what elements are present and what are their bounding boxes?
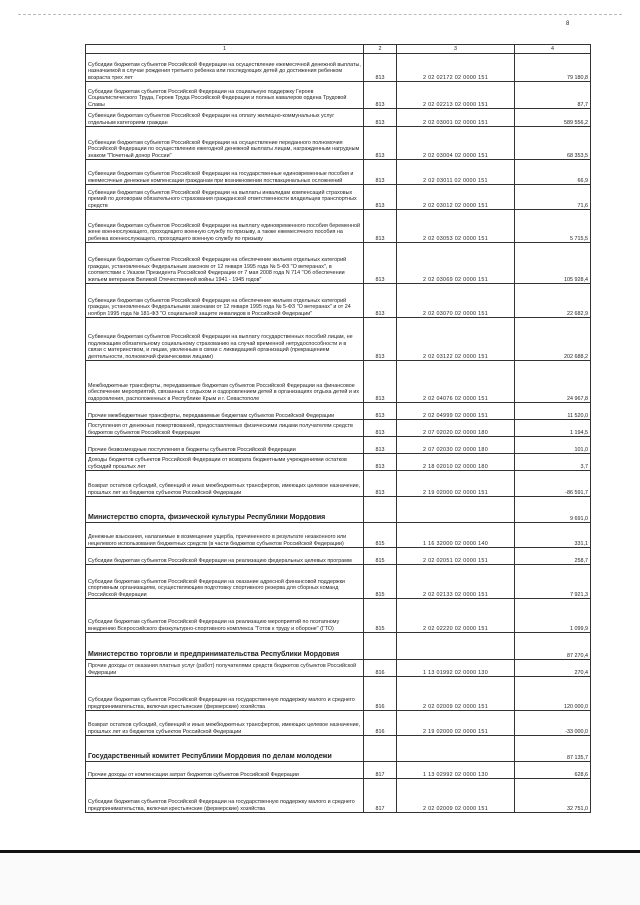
cell-admin (364, 633, 397, 660)
cell-code: 2 02 02220 02 0000 151 (397, 599, 515, 633)
cell-admin: 813 (364, 471, 397, 497)
cell-sum: 66,9 (515, 160, 591, 185)
cell-code: 1 16 32000 02 0000 140 (397, 523, 515, 548)
header-col-admin: 2 (364, 45, 397, 54)
ministry-row (86, 497, 591, 523)
cell-name: Субвенции бюджетам субъектов Российской Федерации на обеспечение жильем отдельных категорий граждан, установленных Федеральным законом от 12 января 1995 года № 5-ФЗ "О ветеранах", в соответствии с Указом Президента Российской Федерации от 7 мая 2008 года N 714 "Об обеспечении жильем ветеранов Великой Отечественной войны 1941 - 1945 годов" (86, 243, 364, 284)
header-col-code: 3 (397, 45, 515, 54)
cell-sum: 101,0 (515, 437, 591, 454)
cell-sum: 79 180,8 (515, 54, 591, 82)
cell-name: Субвенции бюджетам субъектов Российской Федерации на выплаты инвалидам компенсаций страховых премий по договорам обязательного страхования гражданской ответственности владельцев транспортных средств (86, 185, 364, 210)
cell-name: Возврат остатков субсидий, субвенций и иных межбюджетных трансфертов, имеющих целевое назначение, прошлых лет из бюджетов субъектов Российской Федерации (86, 711, 364, 736)
table-row (86, 403, 591, 420)
cell-admin: 813 (364, 243, 397, 284)
cell-admin: 816 (364, 711, 397, 736)
cell-code: 2 02 02009 02 0000 151 (397, 677, 515, 711)
cell-admin: 813 (364, 318, 397, 361)
cell-name: Субвенции бюджетам субъектов Российской Федерации на оплату жилищно-коммунальных услуг отдельным категориям граждан (86, 109, 364, 127)
cell-name: Министерство спорта, физической культуры Республики Мордовия (86, 497, 364, 523)
cell-name: Субвенции бюджетам субъектов Российской Федерации на осуществление переданного полномочия Российской Федерации по осуществлению ежегодной денежной выплаты лицам, награжденным нагрудным знаком "Почетный донор России" (86, 127, 364, 160)
table-row (86, 127, 591, 160)
table-row (86, 284, 591, 318)
table-row (86, 779, 591, 813)
table-row (86, 210, 591, 243)
table-row (86, 599, 591, 633)
cell-admin: 813 (364, 284, 397, 318)
cell-admin: 816 (364, 660, 397, 677)
cell-admin: 815 (364, 565, 397, 599)
cell-sum: 22 682,9 (515, 284, 591, 318)
cell-admin: 815 (364, 599, 397, 633)
cell-sum: 331,1 (515, 523, 591, 548)
cell-code: 2 19 02000 02 0000 151 (397, 711, 515, 736)
table-row (86, 454, 591, 471)
cell-admin: 813 (364, 127, 397, 160)
cell-code: 2 07 02020 02 0000 180 (397, 420, 515, 437)
cell-code: 2 02 03001 02 0000 151 (397, 109, 515, 127)
cell-code (397, 633, 515, 660)
cell-name: Поступления от денежных пожертвований, предоставляемых физическими лицами получателям средств бюджетов субъектов Российской Федерации (86, 420, 364, 437)
table-row (86, 548, 591, 565)
cell-name: Доходы бюджетов субъектов Российской Федерации от возврата бюджетными учреждениями остатков субсидий прошлых лет (86, 454, 364, 471)
cell-code (397, 497, 515, 523)
table-row (86, 420, 591, 437)
cell-sum: 11 520,0 (515, 403, 591, 420)
table-row (86, 54, 591, 82)
cell-admin: 815 (364, 548, 397, 565)
cell-name: Субсидии бюджетам субъектов Российской Федерации на оказание адресной финансовой поддержки спортивным организациям, осуществляющим подготовку спортивного резерва для сборных команд Российской Федерации (86, 565, 364, 599)
cell-sum: 258,7 (515, 548, 591, 565)
cell-code: 2 02 03053 02 0000 151 (397, 210, 515, 243)
cell-code: 2 02 04076 02 0000 151 (397, 361, 515, 403)
cell-name: Прочие межбюджетные трансферты, передаваемые бюджетам субъектов Российской Федерации (86, 403, 364, 420)
cell-name: Субвенции бюджетам субъектов Российской Федерации на государственные единовременные пособия и ежемесячные денежные компенсации гражданам при возникновении поствакцинальных осложнений (86, 160, 364, 185)
cell-name: Субсидии бюджетам субъектов Российской Федерации на государственную поддержку малого и среднего предпринимательства, включая крестьянские (фермерские) хозяйства (86, 779, 364, 813)
cell-name: Государственный комитет Республики Мордовия по делам молодежи (86, 736, 364, 762)
cell-name: Прочие доходы от оказания платных услуг (работ) получателями средств бюджетов субъектов Российской Федерации (86, 660, 364, 677)
cell-admin (364, 736, 397, 762)
cell-name: Субсидии бюджетам субъектов Российской Федерации на реализацию федеральных целевых программ (86, 548, 364, 565)
cell-admin: 813 (364, 54, 397, 82)
table-row (86, 523, 591, 548)
cell-code: 2 02 02213 02 0000 151 (397, 82, 515, 109)
budget-revenue-table (85, 44, 591, 813)
cell-code: 2 02 02133 02 0000 151 (397, 565, 515, 599)
cell-code: 2 02 03004 02 0000 151 (397, 127, 515, 160)
cell-code: 2 19 02000 02 0000 151 (397, 471, 515, 497)
cell-sum: 1 194,5 (515, 420, 591, 437)
cell-name: Межбюджетные трансферты, передаваемые бюджетам субъектов Российской Федерации на финансовое обеспечение мероприятий, связанных с отдыхом и оздоровлением детей в организациях отдыха детей и их оздоровления, расположенных в Республике Крым и г. Севастополе (86, 361, 364, 403)
table-header-row (86, 45, 591, 54)
table-row (86, 109, 591, 127)
cell-admin: 817 (364, 762, 397, 779)
table-row (86, 677, 591, 711)
cell-sum: 120 000,0 (515, 677, 591, 711)
cell-sum: 32 751,0 (515, 779, 591, 813)
cell-code: 2 02 03012 02 0000 151 (397, 185, 515, 210)
table-row (86, 160, 591, 185)
cell-admin: 813 (364, 160, 397, 185)
table-row (86, 243, 591, 284)
cell-name: Субвенции бюджетам субъектов Российской Федерации на обеспечение жильем отдельных категорий граждан, установленных Федеральными законами от 12 января 1995 года № 5-ФЗ "О ветеранах" и от 24 ноября 1995 года № 181-ФЗ "О социальной защите инвалидов в Российской Федерации" (86, 284, 364, 318)
cell-sum: -86 591,7 (515, 471, 591, 497)
cell-code: 2 02 04999 02 0000 151 (397, 403, 515, 420)
cell-code: 2 02 03070 02 0000 151 (397, 284, 515, 318)
cell-name: Субвенции бюджетам субъектов Российской Федерации на выплату государственных пособий лицам, не подлежащим обязательному социальному страхованию на случай временной нетрудоспособности и в связи с материнством, и лицам, уволенным в связи с ликвидацией организаций (прекращением деятельности, полномочий физическими лицами) (86, 318, 364, 361)
table-row (86, 185, 591, 210)
ministry-row (86, 736, 591, 762)
table-row (86, 660, 591, 677)
cell-admin: 813 (364, 82, 397, 109)
table-row (86, 437, 591, 454)
cell-admin: 813 (364, 185, 397, 210)
cell-code: 1 13 01992 02 0000 130 (397, 660, 515, 677)
cell-admin: 813 (364, 361, 397, 403)
cell-name: Субсидии бюджетам субъектов Российской Федерации на реализацию мероприятий по поэтапному внедрению Всероссийского физкультурно-спортивного комплекса "Готов к труду и обороне" (ГТО) (86, 599, 364, 633)
cell-admin: 813 (364, 420, 397, 437)
table-row (86, 565, 591, 599)
cell-code: 1 13 02992 02 0000 130 (397, 762, 515, 779)
table-body (86, 54, 591, 813)
cell-sum: 9 691,0 (515, 497, 591, 523)
cell-admin: 815 (364, 523, 397, 548)
table-row (86, 471, 591, 497)
cell-name: Прочие безвозмездные поступления в бюджеты субъектов Российской Федерации (86, 437, 364, 454)
cell-sum: 7 921,3 (515, 565, 591, 599)
cell-code: 2 02 03122 02 0000 151 (397, 318, 515, 361)
cell-sum: 270,4 (515, 660, 591, 677)
cell-code: 2 02 02009 02 0000 151 (397, 779, 515, 813)
cell-name: Министерство торговли и предпринимательства Республики Мордовия (86, 633, 364, 660)
header-col-sum: 4 (515, 45, 591, 54)
cell-name: Субвенции бюджетам субъектов Российской Федерации на выплату единовременного пособия беременной жене военнослужащего, проходящего военную службу по призыву, а также ежемесячного пособия на ребенка военнослужащего, проходящего военную службу по призыву (86, 210, 364, 243)
cell-sum: 71,6 (515, 185, 591, 210)
cell-sum: 202 688,2 (515, 318, 591, 361)
scan-top-edge (18, 14, 622, 15)
cell-code (397, 736, 515, 762)
cell-sum: 3,7 (515, 454, 591, 471)
cell-code: 2 07 02030 02 0000 180 (397, 437, 515, 454)
scan-margin (0, 853, 640, 905)
cell-sum: 68 353,5 (515, 127, 591, 160)
cell-code: 2 02 03011 02 0000 151 (397, 160, 515, 185)
cell-code: 2 02 02051 02 0000 151 (397, 548, 515, 565)
cell-sum: 87,7 (515, 82, 591, 109)
cell-code: 2 18 02010 02 0000 180 (397, 454, 515, 471)
cell-admin: 816 (364, 677, 397, 711)
cell-admin: 813 (364, 454, 397, 471)
cell-sum: -33 000,0 (515, 711, 591, 736)
cell-admin: 813 (364, 437, 397, 454)
header-col-name: 1 (86, 45, 364, 54)
table-row (86, 711, 591, 736)
table-row (86, 82, 591, 109)
cell-sum: 87 135,7 (515, 736, 591, 762)
cell-admin: 817 (364, 779, 397, 813)
cell-sum: 87 270,4 (515, 633, 591, 660)
cell-sum: 589 556,2 (515, 109, 591, 127)
cell-name: Субсидии бюджетам субъектов Российской Федерации на социальную поддержку Героев Социалистического Труда, Героев Труда Российской Федерации и полных кавалеров ордена Трудовой Славы (86, 82, 364, 109)
cell-sum: 628,6 (515, 762, 591, 779)
cell-name: Субсидии бюджетам субъектов Российской Федерации на осуществление ежемесячной денежной выплаты, назначаемой в случае рождения третьего ребенка или последующих детей до достижения ребенком возраста трех лет (86, 54, 364, 82)
cell-admin: 813 (364, 403, 397, 420)
cell-name: Возврат остатков субсидий, субвенций и иных межбюджетных трансфертов, имеющих целевое назначение, прошлых лет из бюджетов субъектов Российской Федерации (86, 471, 364, 497)
cell-admin (364, 497, 397, 523)
cell-name: Денежные взыскания, налагаемые в возмещение ущерба, причиненного в результате незаконного или нецелевого использования бюджетных средств (в части бюджетов субъектов Российской Федерации) (86, 523, 364, 548)
cell-sum: 24 967,8 (515, 361, 591, 403)
cell-admin: 813 (364, 210, 397, 243)
ministry-row (86, 633, 591, 660)
cell-name: Прочие доходы от компенсации затрат бюджетов субъектов Российской Федерации (86, 762, 364, 779)
cell-sum: 5 715,5 (515, 210, 591, 243)
table-row (86, 318, 591, 361)
page-number: 8 (566, 21, 570, 27)
table-row (86, 762, 591, 779)
cell-admin: 813 (364, 109, 397, 127)
cell-code: 2 02 03069 02 0000 151 (397, 243, 515, 284)
cell-sum: 1 099,9 (515, 599, 591, 633)
cell-name: Субсидии бюджетам субъектов Российской Федерации на государственную поддержку малого и среднего предпринимательства, включая крестьянские (фермерские) хозяйства (86, 677, 364, 711)
cell-sum: 105 928,4 (515, 243, 591, 284)
table-row (86, 361, 591, 403)
cell-code: 2 02 02172 02 0000 151 (397, 54, 515, 82)
